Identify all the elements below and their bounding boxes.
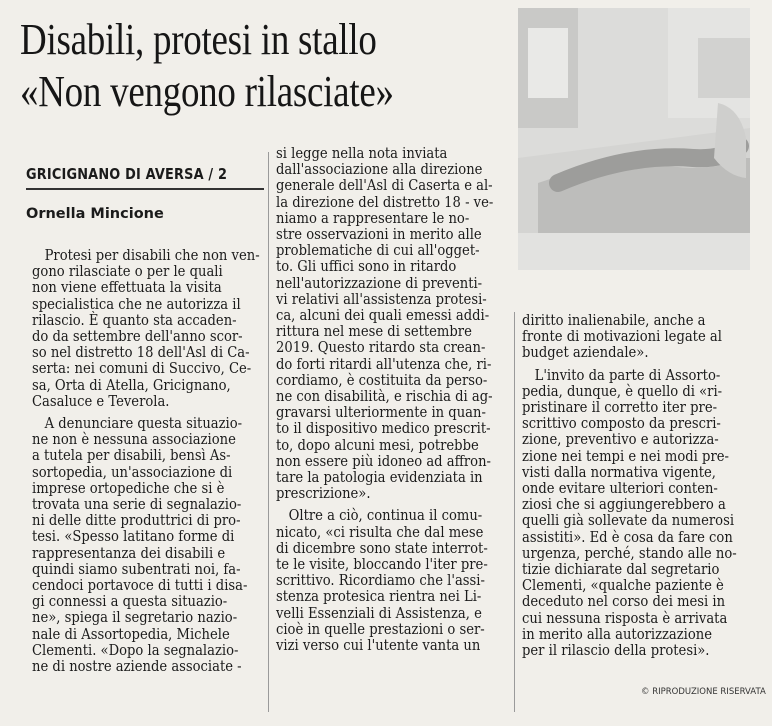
article-line: quindi siamo subentrati noi, fa- [32,560,241,578]
article-line: in merito alla autorizzazione [522,625,713,643]
article-line: cioè in quelle prestazioni o ser- [276,620,485,638]
article-line: si legge nella nota inviata [276,145,448,162]
article-line: Clementi. «Dopo la segnalazio- [32,641,239,659]
article-line: gravarsi ulteriormente in quan- [276,404,486,422]
article-line: problematiche di cui all'ogget- [276,242,480,260]
article-line: serta: nei comuni di Succivo, Ce- [32,360,252,378]
article-line: do da settembre dell'anno scor- [32,328,243,346]
article-line: gi connessi a questa situazio- [32,593,228,611]
article-line: sa, Orta di Atella, Gricignano, [32,376,231,394]
article-line: cui nessuna risposta è arrivata [522,609,728,627]
article-line: do forti ritardi all'utenza che, ri- [276,355,492,373]
article-line: ne non è nessuna associazione [32,431,236,449]
article-line: ne di nostre aziende associate - [32,658,242,676]
article-line: ne», spiega il segretario nazio- [32,609,238,627]
article-line: non viene effettuata la visita [32,279,222,297]
article-line: nale di Assortopedia, Michele [32,625,230,643]
article-line: gono rilasciate o per le quali [32,263,223,281]
article-line: fronte di motivazioni legate al [522,328,722,346]
author-byline: Ornella Mincione [26,206,164,222]
article-line: visti dalla normativa vigente, [522,463,716,481]
article-line: nell'autorizzazione di preventi- [276,274,483,292]
article-line: a tutela per disabili, bensì As- [32,447,231,465]
article-line: di dicembre sono state interrot- [276,539,488,557]
article-line: tizie dichiarate dal segretario [522,561,720,579]
article-line: cendoci portavoce di tutti i disa- [32,577,248,595]
article-line: stenza protesica rientra nei Li- [276,588,482,606]
article-line: assistiti». Ed è cosa da fare con [522,528,733,546]
article-line: budget aziendale». [522,344,649,362]
article-line: niamo a rappresentare le no- [276,209,470,227]
article-line: tare la patologia evidenziata in [276,469,483,487]
article-line: pristinare il corretto iter pre- [522,399,718,417]
article-line: to, dopo alcuni mesi, potrebbe [276,436,479,454]
article-line: to il dispositivo medico prescrit- [276,420,491,438]
headline [20,14,433,118]
article-line: to. Gli uffici sono in ritardo [276,258,457,276]
section-kicker: GRICIGNANO DI AVERSA / 2 [26,165,228,183]
article-line: non essere più idoneo ad affron- [276,452,491,470]
headline-line-1: Disabili, protesi in stallo [20,15,377,64]
article-line: vi relativi all'assistenza protesi- [276,290,487,308]
column-divider-1 [268,152,269,712]
copyright-notice: © RIPRODUZIONE RISERVATA [641,687,766,697]
article-line: Casaluce e Teverola. [32,392,170,410]
article-column-2 [276,146,510,654]
column-divider-2 [514,312,515,712]
article-line: pedia, dunque, è quello di «ri- [522,382,723,400]
article-line: rilascio. È quanto sta accaden- [32,311,237,329]
article-line: Clementi, «qualche paziente è [522,577,724,595]
article-line: so nel distretto 18 dell'Asl di Ca- [32,344,250,362]
article-line: dall'associazione alla direzione [276,161,483,179]
article-line: quelli già sollevate da numerosi [522,512,735,530]
article-line: la direzione del distretto 18 - ve- [276,193,494,211]
article-line: ni delle ditte produttrici di pro- [32,512,241,530]
article-line: L'invito da parte di Assorto- [534,366,721,384]
article-line: Protesi per disabili che non ven- [44,247,260,264]
article-line: rappresentanza dei disabili e [32,544,226,562]
article-line: zione nei tempi e nei modi pre- [522,447,729,465]
article-line: ne con disabilità, e rischia di ag- [276,388,493,406]
article-line: prescrizione». [276,485,371,503]
article-line: zione, preventivo e autorizza- [522,431,719,449]
article-line: te le visite, bloccando l'iter pre- [276,556,488,574]
article-line: deceduto nel corso dei mesi in [522,593,726,611]
article-column-1 [32,248,264,675]
article-line: diritto inalienabile, anche a [522,312,706,329]
article-line: 2019. Questo ritardo sta crean- [276,339,486,357]
article-line: velli Essenziali di Assistenza, e [276,604,482,622]
article-line: per il rilascio della protesi». [522,642,710,660]
article-line: onde evitare ulteriori conten- [522,480,718,498]
headline-line-2: «Non vengono rilasciate» [20,67,394,116]
article-line: scrittivo. Ricordiamo che l'assi- [276,572,485,590]
article-line: imprese ortopediche che si è [32,479,225,497]
article-line: cordiamo, è costituita da perso- [276,371,488,389]
article-line: ziosi che si aggiungerebbero a [522,496,726,514]
article-photo [518,8,750,270]
article-line: scrittivo composto da prescri- [522,415,721,433]
article-column-3 [522,313,766,659]
article-line: tesi. «Spesso latitano forme di [32,528,235,546]
article-line: rittura nel mese di settembre [276,323,472,341]
article-line: trovata una serie di segnalazio- [32,496,242,514]
article-line: generale dell'Asl di Caserta e al- [276,177,493,195]
article-line: stre osservazioni in merito alle [276,226,482,244]
article-line: urgenza, perché, stando alle no- [522,544,737,562]
article-line: Oltre a ciò, continua il comu- [288,507,483,525]
article-line: ca, alcuni dei quali emessi addi- [276,307,490,325]
article-line: vizi verso cui l'utente vanta un [276,637,481,655]
article-line: sortopedia, un'associazione di [32,463,233,481]
kicker-divider [26,188,264,190]
article-line: specialistica che ne autorizza il [32,295,241,313]
article-line: nicato, «ci risulta che dal mese [276,523,484,541]
article-line: A denunciare questa situazio- [44,415,243,433]
